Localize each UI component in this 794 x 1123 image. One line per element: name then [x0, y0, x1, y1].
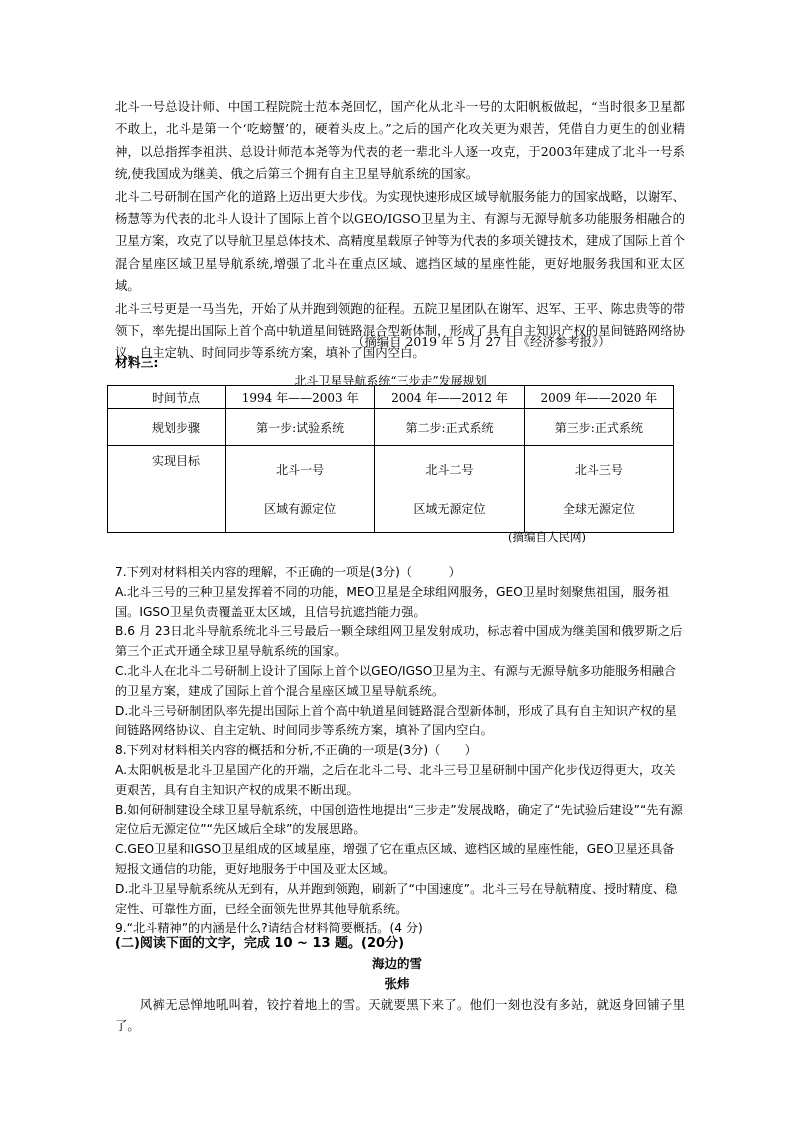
table-cell: 北斗二号 区域无源定位	[375, 446, 524, 533]
table-cell: 第三步:正式系统	[524, 409, 673, 446]
option-7b: B.6 月 23日北斗导航系统北斗三号最后一颗全球组网卫星发射成功，标志着中国成为继美国和俄罗斯之后第三个正式开通全球卫星导航系统的国家。	[115, 624, 683, 659]
table-row	[108, 446, 674, 533]
table-row	[108, 386, 674, 409]
table-row	[108, 409, 674, 446]
material-label: 材料三:	[115, 356, 159, 371]
table-cell: 第二步:正式系统	[375, 409, 524, 446]
row-label: 实现目标	[108, 446, 226, 533]
table-cell: 北斗三号 全球无源定位	[524, 446, 673, 533]
table-cell: 第一步:试验系统	[225, 409, 374, 446]
passage-body	[115, 96, 685, 365]
plan-table	[107, 385, 674, 533]
row-label: 规划步骤	[108, 409, 226, 446]
option-7c: C.北斗人在北斗二号研制上设计了国际上首个以GEO/IGSO卫星为主、有源与无源导航多功能服务相融合的卫星方案，建成了国际上首个混合星座区域卫星导航系统。	[115, 663, 677, 698]
question-8: 8.下列对材料相关内容的概括和分析,不正确的一项是(3分)（ ）	[115, 743, 477, 758]
option-7a: A.北斗三号的三种卫星发挥着不同的功能，MEO卫星是全球组网服务，GEO卫星时刻聚焦祖国，服务祖国。IGSO卫星负责覆盖亚太区域，且信号抗遮挡能力强。	[115, 584, 670, 619]
question-7: 7.下列对材料相关内容的理解，不正确的一项是(3分)（ ）	[115, 565, 461, 579]
questions-block	[115, 563, 685, 939]
table-cell: 2009 年——2020 年	[524, 386, 673, 409]
option-8a: A.太阳帆板是北斗卫星国产化的开端，之后在北斗二号、北斗三号卫星研制中国产化步伐迈得更大，攻关更艰苦，具有自主知识产权的成果不断出现。	[115, 762, 676, 797]
table-cell: 2004 年——2012 年	[375, 386, 524, 409]
row-label: 时间节点	[108, 386, 226, 409]
passage-paragraph-1: 北斗一号总设计师、中国工程院院士范本尧回忆，国产化从北斗一号的太阳帆板做起，“当时很多卫星都不敢上，北斗是第一个‘吃螃蟹’的，硬着头皮上。”之后的国产化攻关更为艰苦，凭借自力更生的创业精神，以总指挥李祖洪、总设计师范本尧等为代表的老一辈北斗人逐一攻克，于2003年建成了北斗一号系统,使我国成为继美、俄之后第三个拥有自主卫星导航系统的国家。	[115, 99, 685, 182]
story-paragraph: 风裤无忌惮地吼叫着，铰拧着地上的雪。天就要黑下来了。他们一刻也没有多站，就返身回铺子里了。	[115, 997, 685, 1033]
table-source: (摘编自人民网)	[508, 530, 586, 544]
story-author: 张炜	[384, 976, 410, 991]
option-8c: C.GEO卫星和IGSO卫星组成的区域星座，增强了它在重点区域、遮档区域的星座性能，GEO卫星还具备短报文通信的功能，更好地服务于中国及亚太区域。	[115, 842, 675, 876]
question-9: 9.“北斗精神”的内涵是什么?请结合材料简要概括。(4 分)	[115, 921, 423, 936]
option-7d: D.北斗三号研制团队率先提出国际上首个高中轨道星间链路混合型新体制，形成了具有自主知识产权的星间链路网络协议、自主定轨、时间同步等系统方案，填补了国内空白。	[115, 703, 677, 738]
table-caption: 北斗卫星导航系统“三步走”发展规划	[294, 374, 487, 388]
option-8d: D.北斗卫星导航系统从无到有，从并跑到领跑，刷新了“中国速度”。北斗三号在导航精度、授时精度、稳定性、可靠性方面，已经全面领先世界其他导航系统。	[115, 881, 678, 916]
table-cell: 北斗一号 区域有源定位	[225, 446, 374, 533]
table-cell: 1994 年——2003 年	[225, 386, 374, 409]
option-8b: B.如何研制建设全球卫星导航系统，中国创造性地提出“三步走”发展战略，确定了“先试验后建设”“先有源定位后无源定位”“先区域后全球”的发展思路。	[115, 802, 683, 837]
passage-paragraph-2: 北斗二号研制在国产化的道路上迈出更大步伐。为实现快速形成区域导航服务能力的国家战略，以谢军、杨慧等为代表的北斗人设计了国际上首个以GEO/IGSO卫星为主、有源与无源导航多功能服务相融合的卫星方案，攻克了以导航卫星总体技术、高精度星载原子钟等为代表的多项关键技术，建成了国际上首个混合星座区域卫星导航系统,增强了北斗在重点区域、遮挡区域的星座性能，更好地服务我国和亚太区域。	[115, 188, 685, 294]
passage-source: （摘编自 2019 年 5 月 27 日《经济参考报》）	[352, 334, 611, 349]
story-title: 海边的雪	[371, 956, 422, 971]
section-heading: (二)阅读下面的文字，完成 10 ~ 13 题。(20分)	[115, 936, 405, 951]
passage-paragraph-3: 北斗三号更是一马当先，开始了从并跑到领跑的征程。五院卫星团队在谢军、迟军、王平、陈忠贵等的带领下，率先提出国际上首个高中轨道星间链路混合型新体制，形成了具有自主知识产权的星间链路网络协议、自主定轨、时间同步等系统方案，填补了国内空白。	[115, 300, 685, 361]
